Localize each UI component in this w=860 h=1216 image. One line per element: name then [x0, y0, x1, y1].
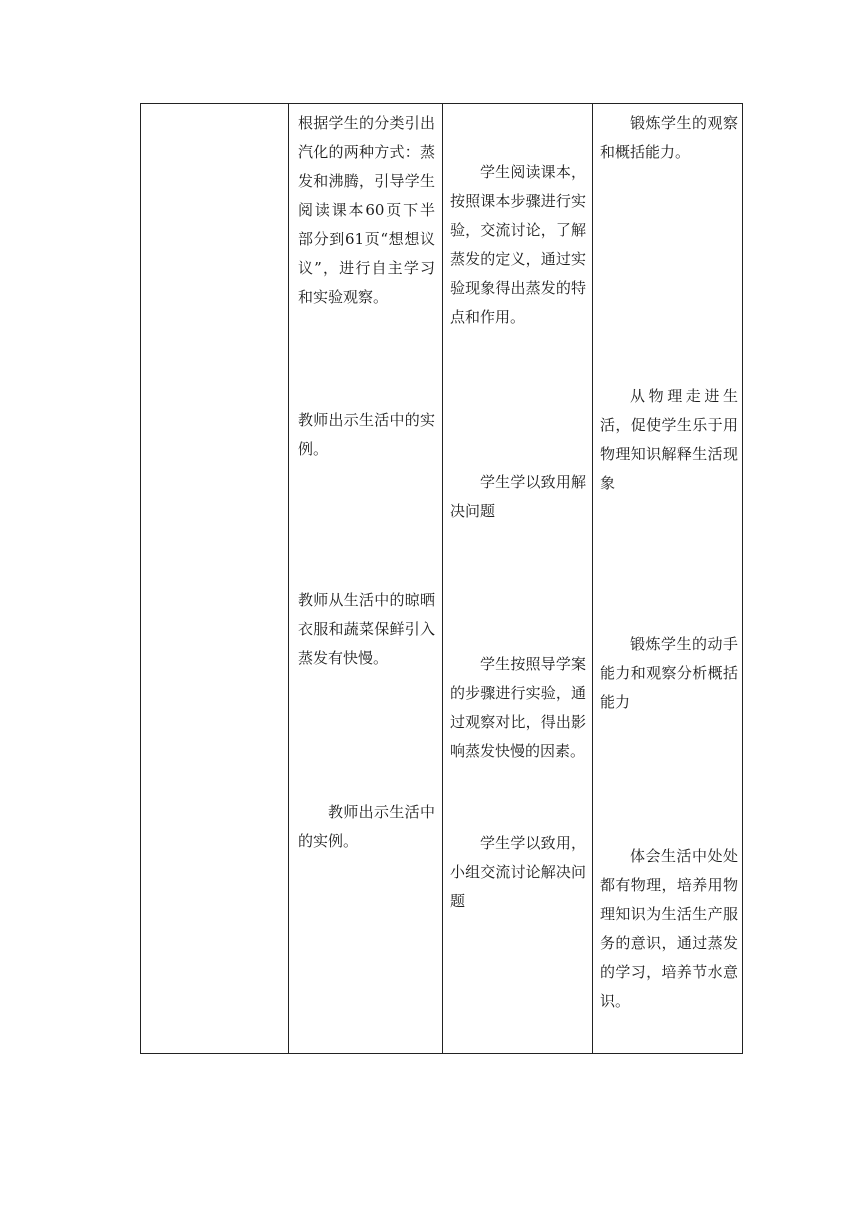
column-divider [592, 104, 593, 1053]
design-intent: 锻炼学生的观察和概括能力。 [600, 114, 738, 161]
design-intent: 锻炼学生的动手能力和观察分析概括能力 [600, 635, 738, 711]
teacher-activity: 教师从生活中的晾晒衣服和蔬菜保鲜引入蒸发有快慢。 [298, 591, 435, 667]
design-intent: 体会生活中处处都有物理，培养用物理知识为生活生产服务的意识，通过蒸发的学习，培养节水意识。 [600, 847, 738, 1010]
lesson-plan-table [140, 103, 743, 1054]
column-divider [288, 104, 289, 1053]
student-activity: 学生学以致用，小组交流讨论解决问题 [450, 834, 586, 910]
design-intent: 从物理走进生活，促使学生乐于用物理知识解释生活现象 [600, 387, 738, 492]
student-activity: 学生按照导学案的步骤进行实验，通过观察对比，得出影响蒸发快慢的因素。 [450, 655, 586, 760]
teacher-activity: 教师出示生活中的实例。 [298, 803, 435, 850]
column-divider [442, 104, 443, 1053]
teacher-activity: 教师出示生活中的实例。 [298, 411, 435, 458]
student-activity: 学生学以致用解决问题 [450, 473, 586, 520]
teacher-activity: 根据学生的分类引出汽化的两种方式：蒸发和沸腾，引导学生阅读课本60页下半部分到61页“想想议议”，进行自主学习和实验观察。 [298, 114, 435, 306]
student-activity: 学生阅读课本，按照课本步骤进行实验，交流讨论，了解蒸发的定义，通过实验现象得出蒸发的特点和作用。 [450, 163, 586, 326]
